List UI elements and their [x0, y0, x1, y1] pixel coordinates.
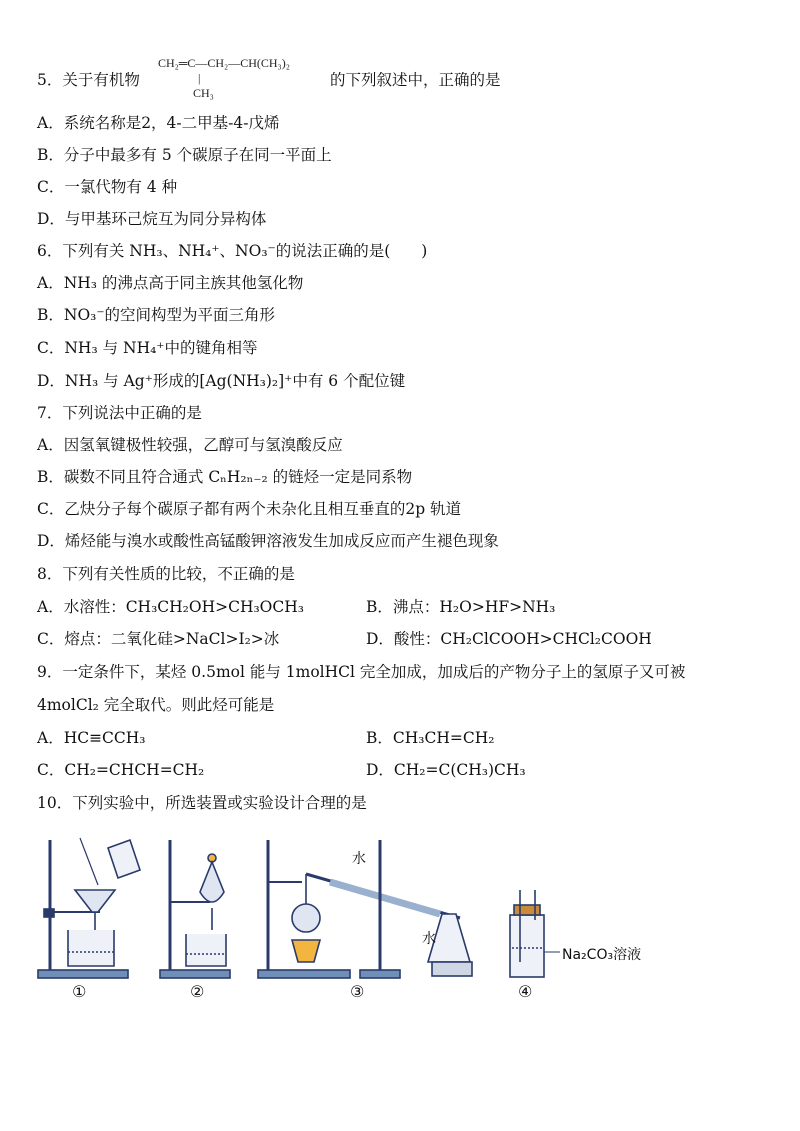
label-3: ③ — [350, 982, 365, 1001]
q5-structure-top: CH₂═C—CH₂—CH(CH₃)₂ — [158, 56, 290, 70]
q6-option-d: D．NH₃ 与 Ag⁺形成的[Ag(NH₃)₂]⁺中有 6 个配位键 — [37, 372, 406, 390]
separatory-funnel-apparatus — [160, 840, 230, 978]
sodium-carbonate-label: Na₂CO₃溶液 — [562, 947, 642, 963]
label-1: ① — [72, 982, 87, 1001]
q9-option-d: D．CH₂=C(CH₃)CH₃ — [366, 761, 526, 779]
gas-washing-bottle — [510, 890, 560, 977]
q5-option-b: B．分子中最多有 5 个碳原子在同一平面上 — [37, 146, 332, 164]
q5-stem-prefix: 5．关于有机物 — [37, 71, 140, 89]
q6-option-b: B．NO₃⁻的空间构型为平面三角形 — [37, 306, 276, 324]
label-4: ④ — [518, 982, 533, 1001]
q8-stem: 8．下列有关性质的比较，不正确的是 — [37, 565, 295, 583]
apparatus-drawing — [30, 830, 650, 1010]
q7-option-b: B．碳数不同且符合通式 CₙH₂ₙ₋₂ 的链烃一定是同系物 — [37, 468, 413, 486]
q9-stem-line2: 4molCl₂ 完全取代。则此烃可能是 — [37, 696, 275, 714]
filtration-apparatus — [38, 838, 140, 978]
q5-stem-suffix: 的下列叙述中，正确的是 — [330, 71, 501, 89]
q8-option-d: D．酸性：CH₂ClCOOH>CHCl₂COOH — [366, 630, 652, 648]
q9-option-a: A．HC≡CCH₃ — [37, 729, 146, 747]
q7-option-a: A．因氢氧键极性较强，乙醇可与氢溴酸反应 — [37, 436, 343, 454]
q9-option-b: B．CH₃CH=CH₂ — [366, 729, 495, 747]
water-outlet-label: 水 — [422, 931, 436, 947]
water-inlet-label: 水 — [352, 851, 366, 867]
q5-option-a: A．系统名称是2，4-二甲基-4-戊烯 — [37, 114, 280, 132]
q5-structure-bottom: CH₃ — [193, 86, 214, 100]
q7-stem: 7．下列说法中正确的是 — [37, 404, 202, 422]
q8-option-a: A．水溶性：CH₃CH₂OH>CH₃OCH₃ — [37, 598, 304, 616]
q6-option-c: C．NH₃ 与 NH₄⁺中的键角相等 — [37, 339, 258, 357]
q8-option-c: C．熔点：二氧化硅>NaCl>I₂>冰 — [37, 630, 280, 648]
apparatus-figure — [30, 830, 650, 1010]
q5-structure-bond: | — [198, 71, 201, 85]
q5-option-d: D．与甲基环己烷互为同分异构体 — [37, 210, 267, 228]
q10-stem: 10．下列实验中，所选装置或实验设计合理的是 — [37, 794, 367, 812]
q6-option-a: A．NH₃ 的沸点高于同主族其他氢化物 — [37, 274, 304, 292]
q7-option-c: C．乙炔分子每个碳原子都有两个未杂化且相互垂直的2p 轨道 — [37, 500, 462, 518]
q9-stem-line1: 9．一定条件下，某烃 0.5mol 能与 1molHCl 完全加成，加成后的产物分子上的氢原子又可被 — [37, 663, 686, 681]
q9-option-c: C．CH₂=CHCH=CH₂ — [37, 761, 205, 779]
q8-option-b: B．沸点：H₂O>HF>NH₃ — [366, 598, 556, 616]
q7-option-d: D．烯烃能与溴水或酸性高锰酸钾溶液发生加成反应而产生褪色现象 — [37, 532, 499, 550]
q6-stem: 6．下列有关 NH₃、NH₄⁺、NO₃⁻的说法正确的是( ) — [37, 242, 428, 260]
label-2: ② — [190, 982, 205, 1001]
q5-option-c: C．一氯代物有 4 种 — [37, 178, 178, 196]
